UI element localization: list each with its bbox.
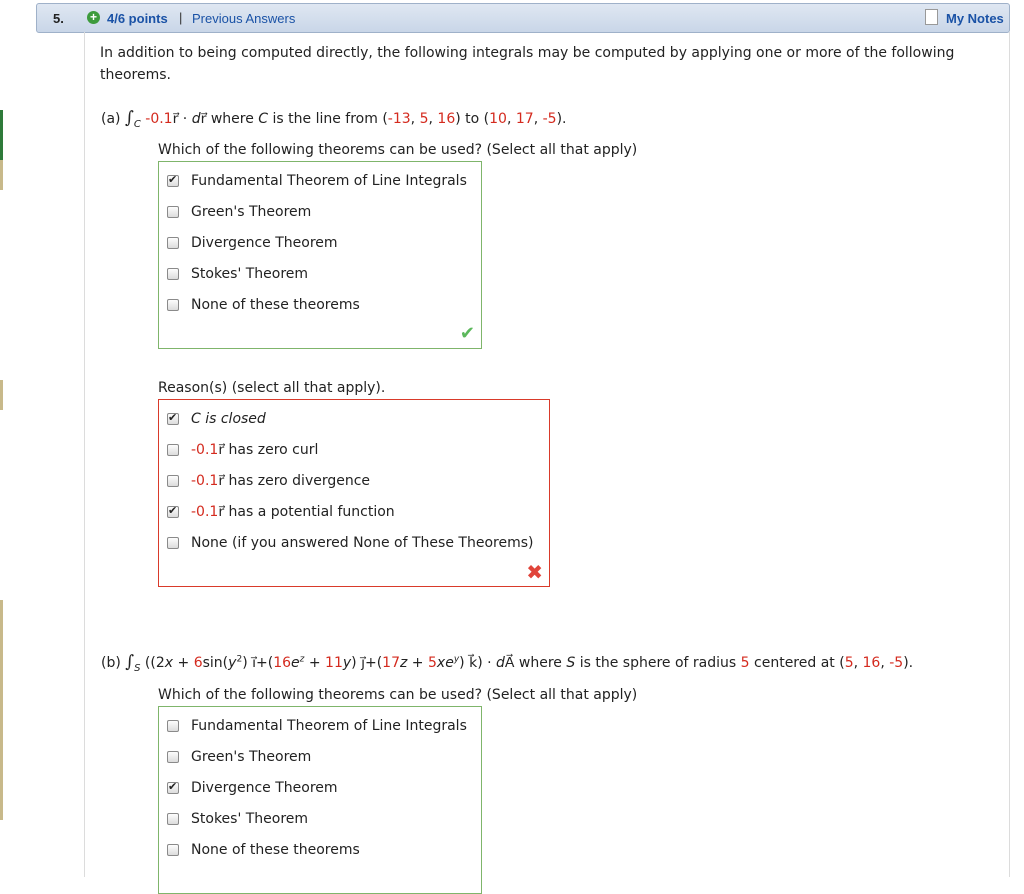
end-text: ). bbox=[556, 111, 567, 127]
reason-coefficient: -0.1 bbox=[191, 473, 219, 489]
option-divergence[interactable] bbox=[167, 780, 338, 796]
coef-16: 16 bbox=[273, 655, 292, 671]
checkbox[interactable] bbox=[167, 751, 179, 763]
part-a-reason-prompt: Reason(s) (select all that apply). bbox=[158, 380, 386, 396]
question-header bbox=[36, 3, 1010, 33]
option-label: Fundamental Theorem of Line Integrals bbox=[191, 173, 467, 189]
points-score: 4/6 points bbox=[107, 11, 168, 26]
sphere-text: is the sphere of radius bbox=[579, 655, 737, 671]
incorrect-x-icon: ✖ bbox=[526, 560, 543, 584]
previous-answers-link[interactable]: Previous Answers bbox=[192, 11, 296, 26]
option-label: C is closed bbox=[191, 411, 266, 427]
option-label: None of these theorems bbox=[191, 842, 360, 858]
line-text: is the line from ( bbox=[272, 111, 388, 127]
part-a-coefficient: -0.1 bbox=[145, 111, 173, 127]
option-divergence[interactable] bbox=[167, 235, 338, 251]
option-stokes[interactable] bbox=[167, 266, 308, 282]
option-label: has a potential function bbox=[224, 504, 395, 520]
coef-6: 6 bbox=[193, 655, 203, 671]
option-label: Divergence Theorem bbox=[191, 235, 338, 251]
header-separator: | bbox=[179, 10, 183, 25]
option-greens[interactable] bbox=[167, 749, 311, 765]
reason-zero-divergence[interactable]: -0.1r⃗ has zero divergence bbox=[167, 473, 370, 489]
p2-z: -5 bbox=[542, 111, 557, 127]
part-a-theorem-prompt: Which of the following theorems can be used? (Select all that apply) bbox=[158, 142, 638, 158]
integral-symbol: ∫ bbox=[124, 108, 134, 128]
option-label: Green's Theorem bbox=[191, 749, 312, 765]
intro-text: In addition to being computed directly, the following integrals may be computed by applying one or more of the following theorems. bbox=[100, 45, 955, 83]
part-a-theorem-group bbox=[158, 161, 482, 349]
reason-coefficient: -0.1 bbox=[191, 442, 219, 458]
checkbox[interactable] bbox=[167, 844, 179, 856]
to-text: ) to ( bbox=[455, 111, 490, 127]
checkbox[interactable] bbox=[167, 444, 179, 456]
part-b-theorem-prompt: Which of the following theorems can be used? (Select all that apply) bbox=[158, 687, 638, 703]
curve-c: C bbox=[258, 111, 269, 127]
option-label: None of these theorems bbox=[191, 297, 360, 313]
reason-potential-function[interactable]: ✔-0.1r⃗ has a potential function bbox=[167, 504, 395, 520]
reason-zero-curl[interactable]: -0.1r⃗ has zero curl bbox=[167, 442, 318, 458]
center-x: 5 bbox=[844, 655, 854, 671]
center-y: 16 bbox=[862, 655, 881, 671]
part-a-statement: (a) $\int_C$ -0.1r⃗ · dr⃗ where C is the line from (-13, 5, 16) to (10, 17, -5). bbox=[101, 108, 567, 130]
part-a-reason-group bbox=[158, 399, 550, 587]
option-label: has zero curl bbox=[224, 442, 319, 458]
p2-x: 10 bbox=[489, 111, 507, 127]
option-label: has zero divergence bbox=[224, 473, 371, 489]
option-ftli[interactable] bbox=[167, 718, 467, 734]
option-label: Stokes' Theorem bbox=[191, 266, 309, 282]
checkbox[interactable] bbox=[167, 720, 179, 732]
option-greens[interactable] bbox=[167, 204, 311, 220]
p1-y: 5 bbox=[419, 111, 429, 127]
part-b-theorem-group bbox=[158, 706, 482, 894]
center-z: -5 bbox=[889, 655, 904, 671]
correct-check-icon: ✔ bbox=[459, 323, 475, 344]
reason-c-closed[interactable] bbox=[167, 411, 266, 427]
checkbox[interactable] bbox=[167, 237, 179, 249]
option-stokes[interactable] bbox=[167, 811, 308, 827]
left-edge-strip bbox=[0, 0, 3, 877]
coef-11: 11 bbox=[325, 655, 343, 671]
checkbox[interactable] bbox=[167, 537, 179, 549]
checkbox[interactable] bbox=[167, 299, 179, 311]
option-label: None (if you answered None of These Theorems) bbox=[191, 535, 534, 551]
surface-s: S bbox=[566, 655, 576, 671]
option-label: Divergence Theorem bbox=[191, 780, 338, 796]
part-b-statement: (b) $\int_S$ (($2x + 6\sin(y^2)$ $i⃗+(16e^z + 11y)$ j⃗+(17z + $5xe^y$) k⃗) · dA⃗ where S is the sphere of radius 5 centered at (5, 16, -5). bbox=[101, 652, 914, 674]
option-none[interactable] bbox=[167, 297, 360, 313]
where-text: where bbox=[210, 111, 254, 127]
p2-y: 17 bbox=[515, 111, 534, 127]
p1-z: 16 bbox=[437, 111, 456, 127]
coef-5: 5 bbox=[428, 655, 437, 671]
centered-text: centered at ( bbox=[754, 655, 845, 671]
integral-symbol: ∫ bbox=[125, 652, 135, 672]
checkbox[interactable] bbox=[167, 206, 179, 218]
part-b-label: (b) bbox=[101, 655, 121, 671]
option-label: Green's Theorem bbox=[191, 204, 312, 220]
plus-icon[interactable]: + bbox=[87, 11, 100, 24]
p1-x: -13 bbox=[387, 111, 411, 127]
option-label: Stokes' Theorem bbox=[191, 811, 309, 827]
notes-icon[interactable] bbox=[925, 9, 938, 25]
checkbox[interactable] bbox=[167, 813, 179, 825]
option-label: Fundamental Theorem of Line Integrals bbox=[191, 718, 467, 734]
reason-none[interactable] bbox=[167, 535, 533, 551]
where-text: where bbox=[518, 655, 562, 671]
checkbox[interactable] bbox=[167, 413, 179, 425]
coef-17: 17 bbox=[382, 655, 400, 671]
checkbox[interactable] bbox=[167, 475, 179, 487]
radius-value: 5 bbox=[740, 655, 750, 671]
checkbox[interactable] bbox=[167, 506, 179, 518]
part-a-label: (a) bbox=[101, 111, 121, 127]
option-ftli[interactable] bbox=[167, 173, 467, 189]
end-text: ). bbox=[903, 655, 914, 671]
checkbox[interactable] bbox=[167, 175, 179, 187]
question-number: 5. bbox=[53, 11, 64, 26]
checkbox[interactable] bbox=[167, 782, 179, 794]
reason-coefficient: -0.1 bbox=[191, 504, 219, 520]
my-notes-link[interactable]: My Notes bbox=[946, 11, 1004, 26]
checkbox[interactable] bbox=[167, 268, 179, 280]
option-none[interactable] bbox=[167, 842, 360, 858]
